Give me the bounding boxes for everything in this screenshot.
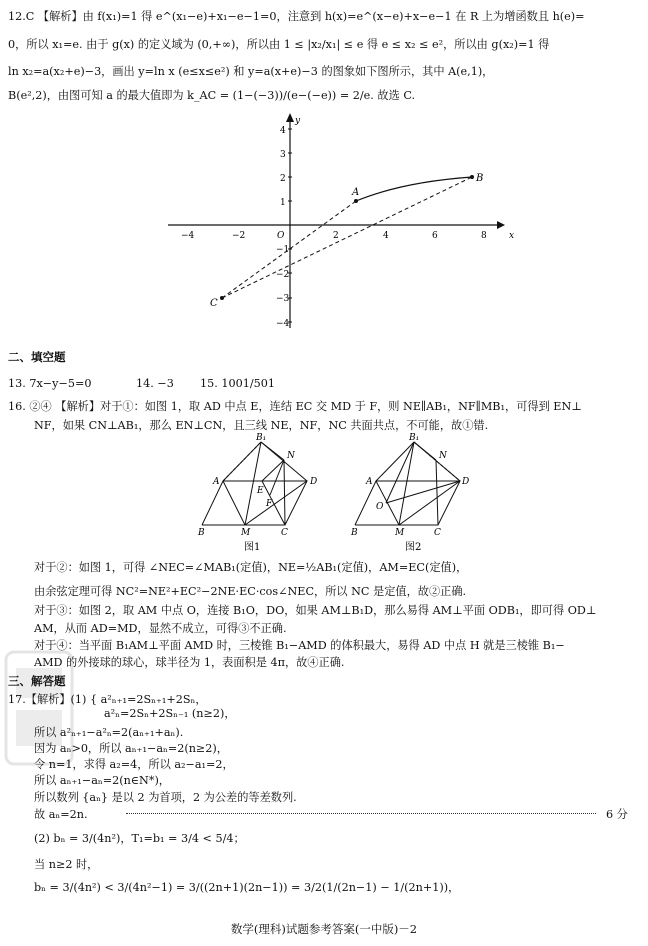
score-leader [126, 813, 596, 814]
score-mark: 6 分 [606, 808, 628, 821]
q17-line-4: 令 n=1，求得 a₂=4，所以 a₂−a₁=2， [34, 758, 234, 771]
fig1-label-c: C [281, 528, 288, 538]
q17-line-10: bₙ = 3/(4n²) < 3/(4n²−1) = 3/((2n+1)(2n−1)) = 3/2(1/(2n−1) − 1/(2n+1))， [34, 881, 460, 894]
x-tick: −2 [232, 231, 246, 241]
figure-2-caption: 图2 [405, 542, 422, 553]
answer-14: 14. −3 [136, 377, 174, 390]
fig1-label-m: M [241, 528, 251, 538]
x-tick: 8 [481, 231, 487, 241]
y-tick: 2 [280, 174, 286, 184]
fig1-label-b: B [198, 528, 205, 538]
fig2-label-n: N [439, 451, 447, 461]
point-b [470, 175, 474, 179]
y-tick: 1 [280, 198, 286, 208]
page-footer: 数学(理科)试题参考答案(一中版)－2 [230, 922, 418, 936]
fig2-label-b1: B₁ [409, 433, 420, 443]
answer-13: 13. 7x−y−5=0 [8, 377, 92, 390]
y-tick: −3 [276, 294, 290, 304]
section-fill-in-title: 二、填空题 [8, 350, 66, 364]
x-tick: 6 [432, 231, 438, 241]
point-c [220, 296, 224, 300]
q17-line-3: 因为 aₙ>0，所以 aₙ₊₁−aₙ=2(n≥2)， [34, 742, 228, 755]
q17-line-1b: a²ₙ=2Sₙ+2Sₙ₋₁ (n≥2)， [104, 707, 236, 720]
fig1-label-d: D [310, 477, 318, 487]
ln-curve [356, 177, 472, 201]
q17-line-9: 当 n≥2 时， [34, 858, 99, 871]
q16-line-1: 16. ②④ 【解析】对于①：如图 1，取 AD 中点 E，连结 EC 交 MD 于 F，则 NE∥AB₁，NF∥MB₁，可得到 EN⊥ [8, 400, 582, 413]
q16-line-3: 对于②：如图 1，可得 ∠NEC=∠MAB₁(定值)，NE=½AB₁(定值)，AM=EC(定值)， [34, 561, 468, 574]
q12-line-1: 12.C 【解析】由 f(x₁)=1 得 e^(x₁−e)+x₁−e−1=0，注意到 h(x)=e^(x−e)+x−e−1 在 R 上为增函数且 h(e)= [8, 10, 585, 23]
y-tick: −1 [276, 245, 290, 255]
y-tick: 3 [280, 150, 286, 160]
x-tick: 4 [383, 231, 389, 241]
answer-15: 15. 1001/501 [200, 377, 275, 390]
y-tick: −4 [276, 319, 290, 329]
geometry-figures [195, 430, 485, 555]
fig1-label-f: F [266, 499, 273, 509]
fig2-label-c: C [434, 528, 441, 538]
q17-line-7: 故 aₙ=2n. [34, 808, 88, 821]
q17-line-6: 所以数列 {aₙ} 是以 2 为首项，2 为公差的等差数列. [34, 791, 297, 804]
label-b: B [476, 173, 484, 184]
fig1-label-e: E [257, 486, 264, 496]
y-tick: 4 [280, 126, 286, 136]
x-tick: 2 [333, 231, 339, 241]
fig1-label-a: A [213, 477, 220, 487]
q16-line-2: NF，如果 CN⊥AB₁，那么 EN⊥CN，且三线 NE，NF，NC 共面共点，不可能，故①错. [34, 419, 489, 432]
x-tick: −4 [181, 231, 195, 241]
fig2-label-m: M [395, 528, 405, 538]
fig2-label-d: D [462, 477, 470, 487]
fig2-label-b: B [351, 528, 358, 538]
y-axis-var: y [295, 116, 301, 126]
q16-line-5: 对于③：如图 2，取 AM 中点 O，连接 B₁O，DO，如果 AM⊥B₁D，那么易得 AM⊥平面 ODB₁，即可得 OD⊥ [34, 604, 597, 617]
q12-line-2: 0，所以 x₁=e. 由于 g(x) 的定义域为 (0,+∞)，所以由 1 ≤ |x₂/x₁| ≤ e 得 e ≤ x₂ ≤ e²，所以由 g(x₂)=1 得 [8, 38, 550, 51]
q17-line-2: 所以 a²ₙ₊₁−a²ₙ=2(aₙ₊₁+aₙ). [34, 726, 184, 739]
q12-line-3: ln x₂=a(x₂+e)−3，画出 y=ln x (e≤x≤e²) 和 y=a(x+e)−3 的图象如下图所示，其中 A(e,1)， [8, 65, 494, 78]
q12-line-4: B(e²,2)，由图可知 a 的最大值即为 k_AC = (1−(−3))/(e−(−e)) = 2/e. 故选 C. [8, 89, 416, 102]
fig2-label-a: A [366, 477, 373, 487]
y-axis-arrow [286, 113, 294, 122]
q16-line-7: 对于④：当平面 B₁AM⊥平面 AMD 时，三棱锥 B₁−AMD 的体积最大，易得 AD 中点 H 就是三棱锥 B₁− [34, 639, 565, 652]
figure-1-caption: 图1 [244, 542, 261, 553]
point-a [354, 199, 358, 203]
fig2-label-o: O [376, 502, 384, 512]
q16-line-6: AM，从而 AD=MD，显然不成立，可得③不正确. [34, 622, 287, 635]
q17-line-5: 所以 aₙ₊₁−aₙ=2(n∈N*)， [34, 774, 170, 787]
label-a: A [352, 187, 360, 198]
q17-line-1a: 17.【解析】(1) { a²ₙ₊₁=2Sₙ₊₁+2Sₙ， [8, 693, 207, 706]
function-graph [160, 112, 515, 332]
x-axis-var: x [509, 231, 515, 241]
section-solutions-title: 三、解答题 [8, 674, 66, 688]
x-tick-labels [181, 231, 487, 241]
fig1-label-n: N [287, 451, 295, 461]
fig1-label-b1: B₁ [256, 433, 267, 443]
y-tick-labels [276, 126, 290, 329]
x-axis-arrow [497, 221, 505, 229]
q16-line-4: 由余弦定理可得 NC²=NE²+EC²−2NE·EC·cos∠NEC，所以 NC 是定值，故②正确. [34, 585, 467, 598]
x-tick: O [277, 231, 285, 241]
label-c: C [210, 298, 218, 309]
y-tick: −2 [276, 270, 290, 280]
q17-line-8: (2) bₙ = 3/(4n²)，T₁=b₁ = 3/4 < 5/4； [34, 832, 245, 845]
q16-line-8: AMD 的外接球的球心，球半径为 1，表面积是 4π，故④正确. [34, 656, 345, 669]
